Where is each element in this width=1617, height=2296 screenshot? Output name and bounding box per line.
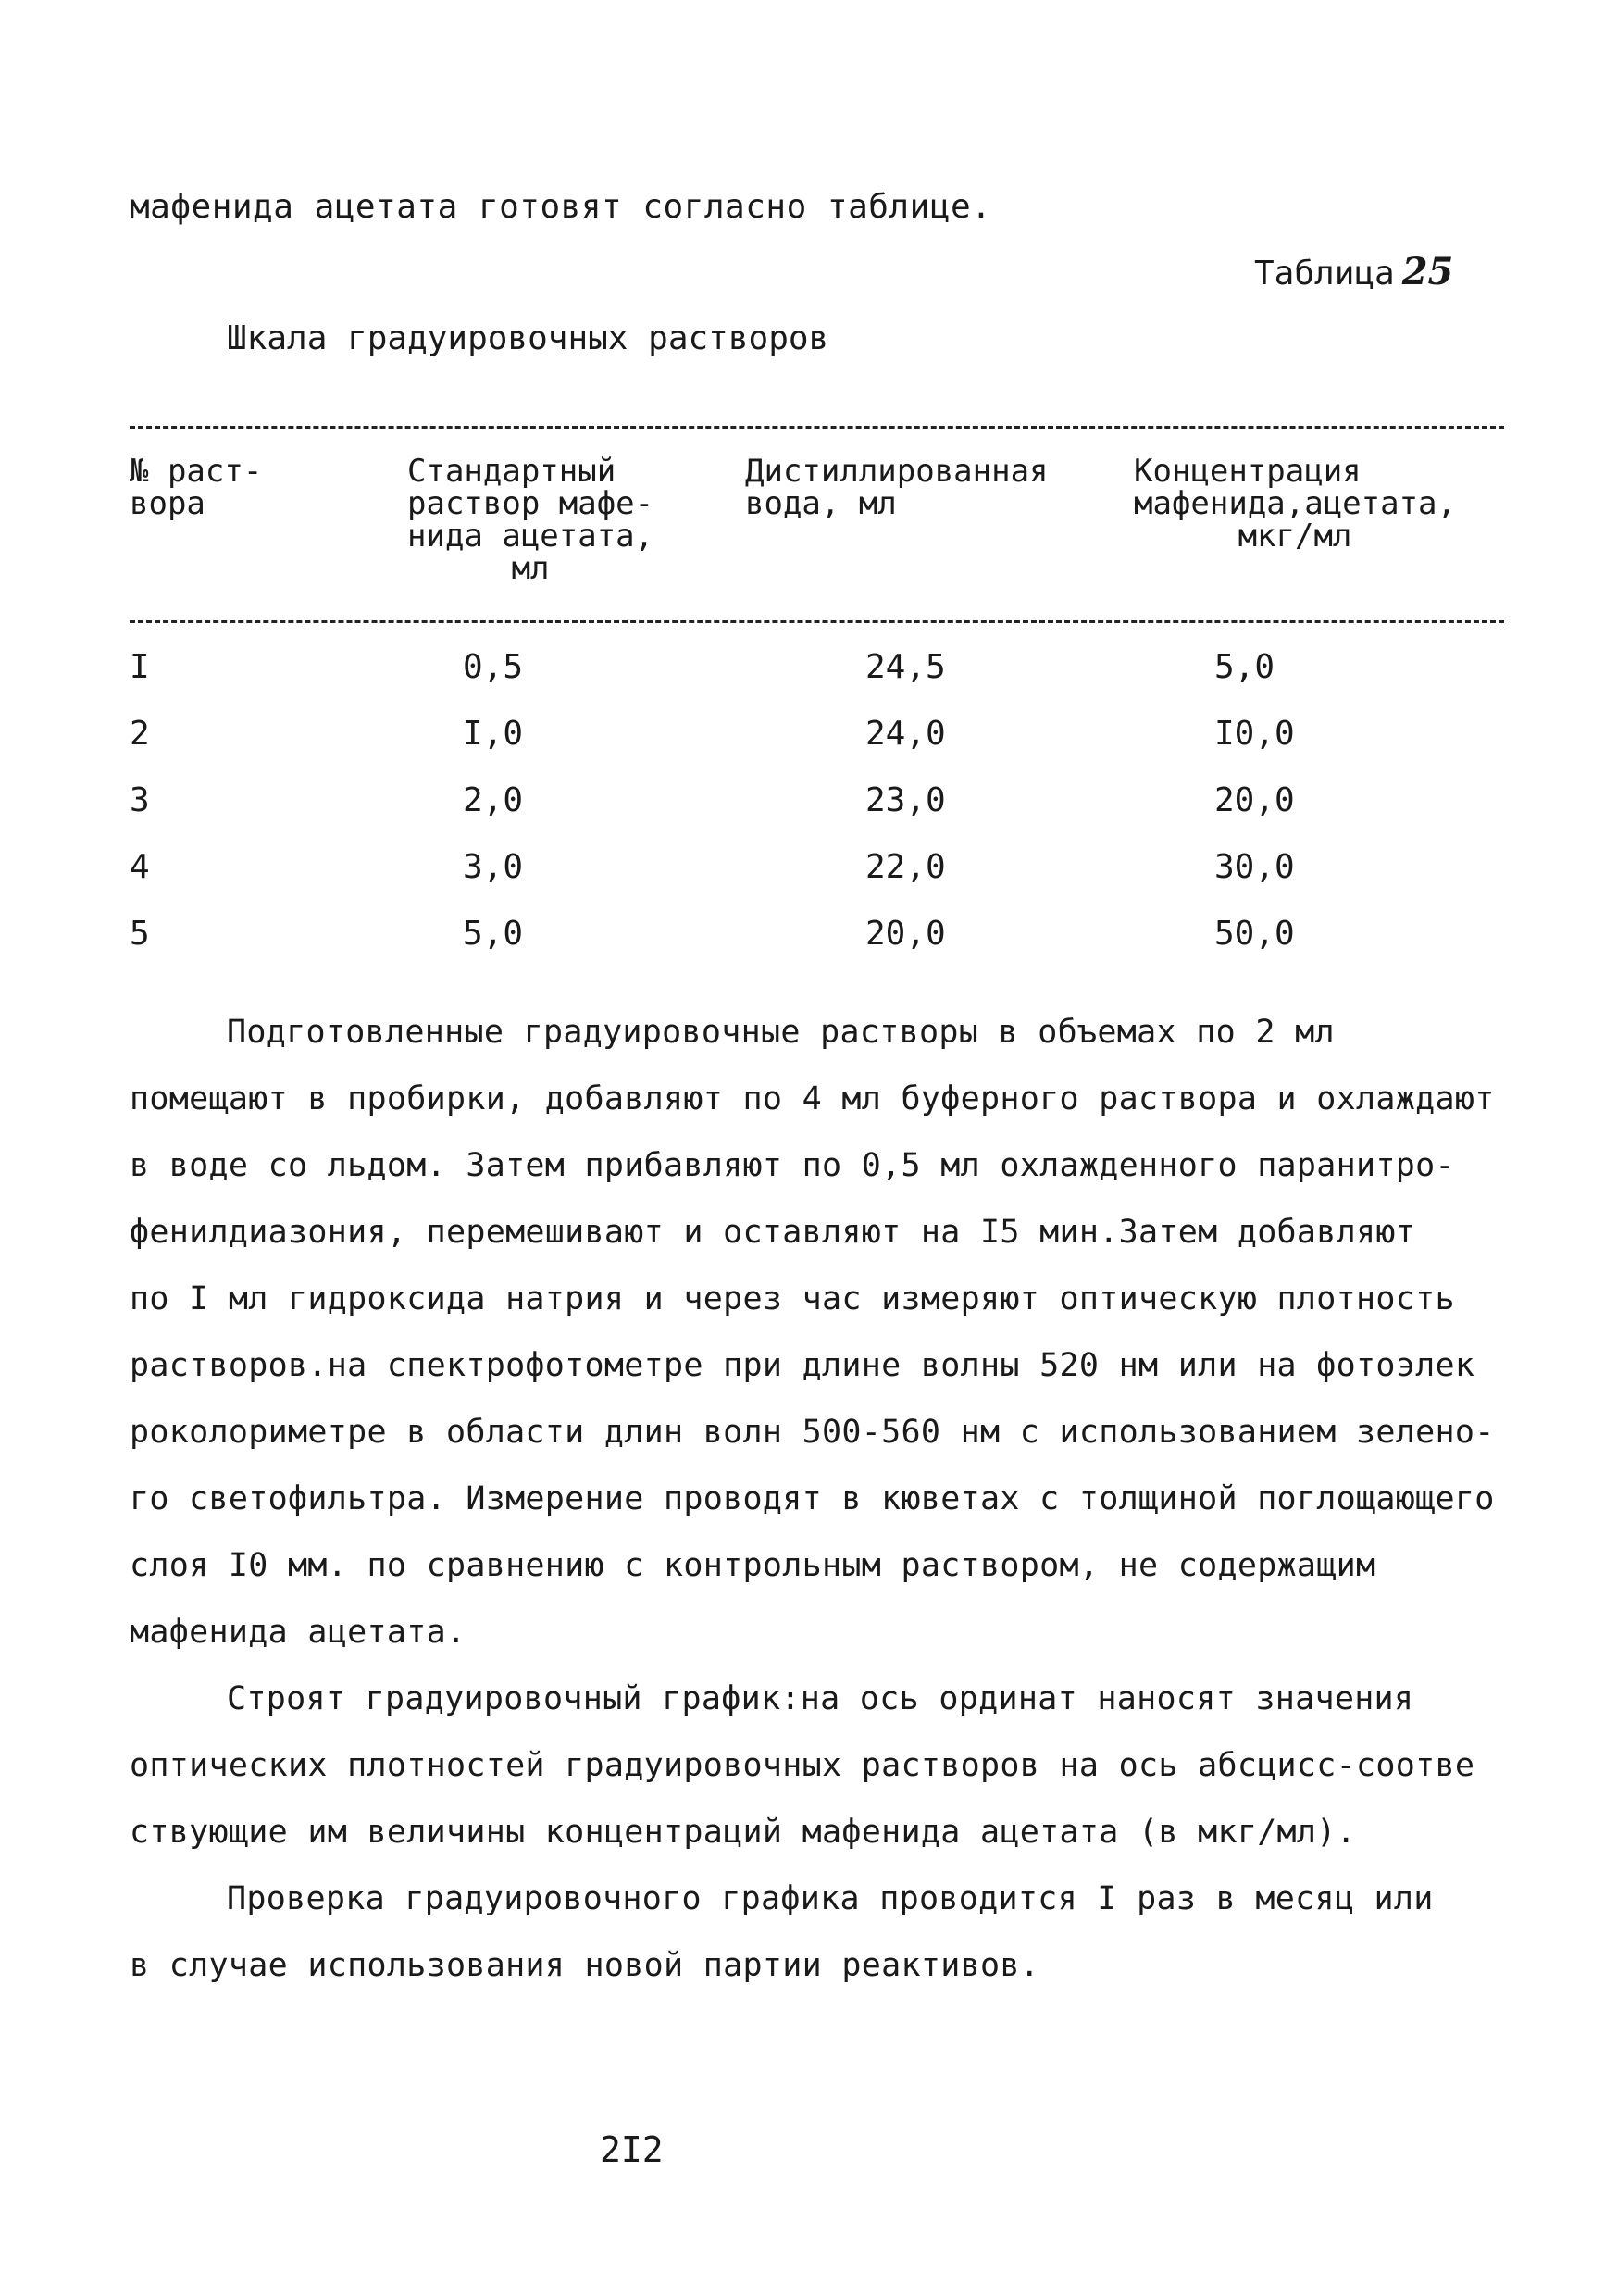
- table-row: [0, 715, 1617, 770]
- table-cell: 3: [130, 781, 150, 819]
- text-line: слоя I0 мм. по сравнению с контрольным раствором, не содержащим: [130, 1547, 1376, 1584]
- table-cell: 23,0: [865, 781, 946, 819]
- header-text: Стандартный: [407, 453, 616, 490]
- table-cell: I: [130, 648, 150, 686]
- table-cell: 20,0: [865, 915, 946, 953]
- header-text: мл: [511, 550, 550, 587]
- text-line: ствующие им величины концентраций мафенида ацетата (в мкг/мл).: [130, 1814, 1357, 1851]
- text-line: го светофильтра. Измерение проводят в кюветах с толщиной поглощающего: [130, 1480, 1495, 1517]
- table-cell: 0,5: [463, 648, 524, 686]
- table-cell: 20,0: [1214, 781, 1295, 819]
- text-line: по I мл гидроксида натрия и через час измеряют оптическую плотность: [130, 1280, 1455, 1317]
- table-header-distilled-water: [745, 455, 1049, 520]
- table-cell: 22,0: [865, 848, 946, 886]
- header-text: Концентрация: [1134, 453, 1362, 490]
- header-text: вора: [130, 485, 205, 522]
- intro-text: мафенида ацетата готовят согласно таблице.: [130, 188, 992, 226]
- table-cell: 5,0: [1214, 648, 1275, 686]
- table-label: [1254, 250, 1453, 293]
- text-line: растворов.на спектрофотометре при длине волны 520 нм или на фотоэлек: [130, 1347, 1475, 1384]
- text-line: Строят градуировочный график:на ось ординат наносят значения: [227, 1680, 1414, 1717]
- table-row: [0, 781, 1617, 837]
- table-cell: 5: [130, 915, 150, 953]
- table-cell: 24,0: [865, 715, 946, 753]
- text-line: фенилдиазония, перемешивают и оставляют на I5 мин.Затем добавляют: [130, 1214, 1416, 1251]
- text-line: помещают в пробирки, добавляют по 4 мл буферного раствора и охлаждают: [130, 1080, 1495, 1117]
- table-cell: 5,0: [463, 915, 524, 953]
- table-title: Шкала градуировочных растворов: [227, 319, 829, 357]
- header-text: мкг/мл: [1238, 518, 1352, 555]
- table-cell: I,0: [463, 715, 524, 753]
- table-row: [0, 648, 1617, 704]
- text-line: оптических плотностей градуировочных растворов на ось абсцисс-соотве: [130, 1747, 1475, 1784]
- table-number: 25: [1401, 250, 1454, 293]
- table-header-standard-solution: [407, 455, 653, 585]
- text-line: Подготовленные градуировочные растворы в объемах по 2 мл: [227, 1014, 1335, 1051]
- text-line: в случае использования новой партии реактивов.: [130, 1947, 1040, 1984]
- table-row: [0, 848, 1617, 904]
- table-cell: I0,0: [1214, 715, 1295, 753]
- header-text: Дистиллированная: [745, 453, 1049, 490]
- header-text: мафенида,ацетата,: [1134, 485, 1456, 522]
- header-text: нида ацетата,: [407, 518, 654, 555]
- table-cell: 24,5: [865, 648, 946, 686]
- table-header-solution-number: [130, 455, 262, 520]
- table-cell: 30,0: [1214, 848, 1295, 886]
- text-line: мафенида ацетата.: [130, 1614, 466, 1651]
- text-line: Проверка градуировочного графика проводится I раз в месяц или: [227, 1880, 1434, 1917]
- header-text: № раст-: [130, 453, 263, 490]
- table-label-word: Таблица: [1254, 255, 1395, 293]
- table-cell: 50,0: [1214, 915, 1295, 953]
- table-cell: 2,0: [463, 781, 524, 819]
- page-number: 2I2: [600, 2129, 664, 2170]
- table-header-concentration: [1134, 455, 1456, 553]
- text-line: роколориметре в области длин волн 500-560 нм с использованием зелено-: [130, 1414, 1495, 1451]
- table-top-rule: [130, 426, 1504, 429]
- text-line: в воде со льдом. Затем прибавляют по 0,5 мл охлажденного паранитро-: [130, 1147, 1455, 1184]
- table-cell: 3,0: [463, 848, 524, 886]
- table-cell: 4: [130, 848, 150, 886]
- table-cell: 2: [130, 715, 150, 753]
- table-row: [0, 915, 1617, 970]
- table-header-rule: [130, 620, 1504, 623]
- header-text: раствор мафе-: [407, 485, 654, 522]
- header-text: вода, мл: [745, 485, 897, 522]
